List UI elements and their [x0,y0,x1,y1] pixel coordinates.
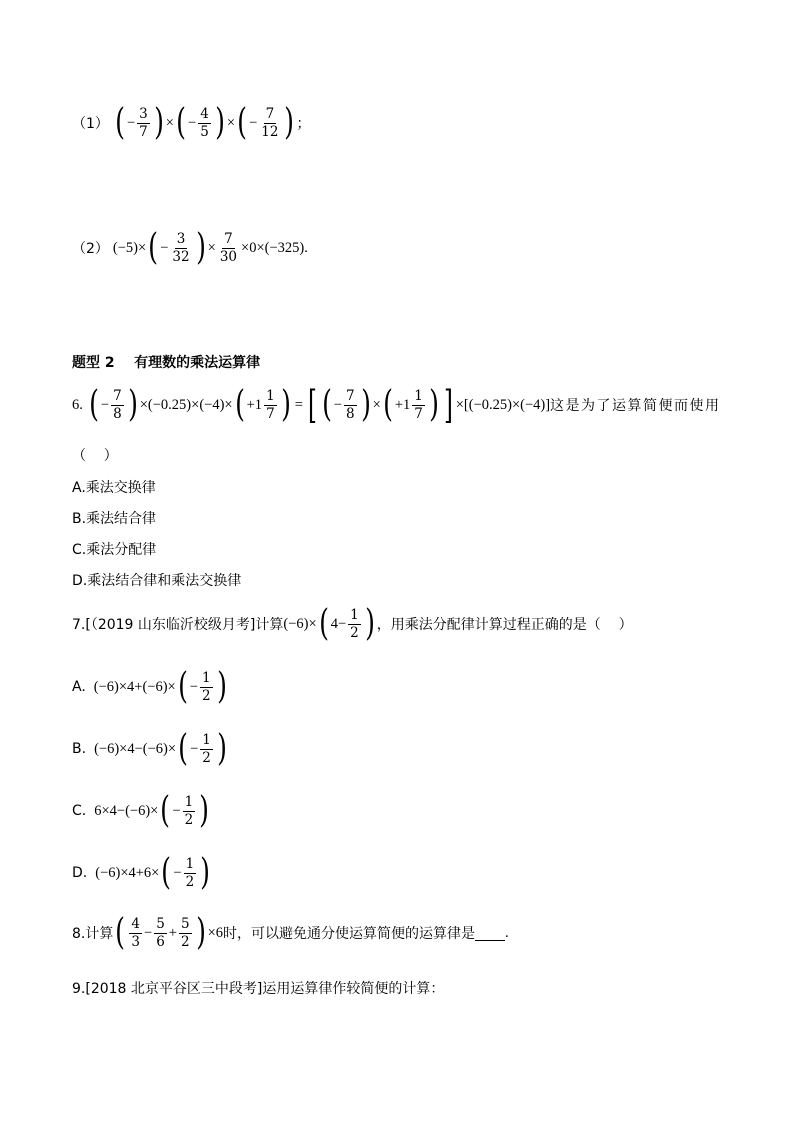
q7-option-d: D. (−6)×4+6× ( − $\frac{1}{2}$ ) [72,852,211,893]
fraction: $\frac{4}{5}$ [200,106,209,140]
problem-1-label: （1） [72,116,109,132]
fraction: $\frac{1}{2}$ [185,856,195,890]
fraction: $\frac{1}{2}$ [184,794,194,828]
q7-option-b: B. (−6)×4−(−6)× ( − $\frac{1}{2}$ ) [72,728,227,769]
answer-blank[interactable] [475,926,505,941]
fraction: $\frac{3}{7}$ [139,106,148,140]
question-6-paren: （ ） [72,448,118,464]
fraction: $\frac{1}{2}$ [201,670,211,704]
option-c: C.乘法分配律 [72,542,157,558]
fraction: $\frac{3}{32}$ [172,231,190,265]
fraction: $\frac{7}{12}$ [261,106,279,140]
question-7: 7.[（2019 山东临沂校级月考]计算 (−6)× ( 4− $\frac{1}{2}$ ) ，用乘法分配律计算过程正确的是（ ） [72,603,633,644]
problem-2-label: （2） [72,241,109,257]
fraction: $\frac{7}{8}$ [113,388,122,422]
q7-option-c: C. 6×4−(−6)× ( − $\frac{1}{2}$ ) [72,790,210,831]
section-title: 题型 2 有理数的乘法运算律 [72,355,261,371]
problem-1: （1） ( − $\frac{3}{7}$ ) × ( − $\frac{4}{5}$ ) × ( − $\frac{7}{12}$ ) ； [72,102,311,143]
fraction: $\frac{7}{8}$ [345,388,355,422]
option-a: A.乘法交换律 [72,480,156,496]
fraction: $\frac{1}{7}$ [414,388,423,422]
fraction: $\frac{4}{3}$ [131,916,140,950]
fraction: $\frac{7}{30}$ [219,231,238,265]
option-d: D.乘法结合律和乘法交换律 [72,573,242,589]
q7-option-a: A. (−6)×4+(−6)× ( − $\frac{1}{2}$ ) [72,666,227,707]
fraction: $\frac{5}{2}$ [180,916,190,950]
option-b: B.乘法结合律 [72,511,157,527]
problem-2: （2） (−5)× ( − $\frac{3}{32}$ ) × $\frac{7}{30}$ ×0×(−325) . [72,227,308,268]
fraction: $\frac{5}{6}$ [156,916,165,950]
fraction: $\frac{1}{7}$ [266,388,275,422]
question-8: 8.计算 ( $\frac{4}{3}$ − $\frac{5}{6}$ + $\frac{5}{2}$ ) ×6 时，可以避免通分使运算简便的运算律是 . [72,912,509,953]
fraction: $\frac{1}{2}$ [202,732,211,766]
fraction: $\frac{1}{2}$ [350,607,359,641]
question-9: 9.[2018 北京平谷区三中段考]运用运算律作较简便的计算： [72,981,445,997]
question-6: 6. ( − $\frac{7}{8}$ ) ×(−0.25)×(−4)× ( +1 $\frac{1}{7}$ ) = [ ( − $\frac{7}{8}$ ) × ( +1 $\frac{1}{7}$ ) ] ×[(−0.25)×(−4)] 这是为了运算简便而使用 [72,383,721,427]
